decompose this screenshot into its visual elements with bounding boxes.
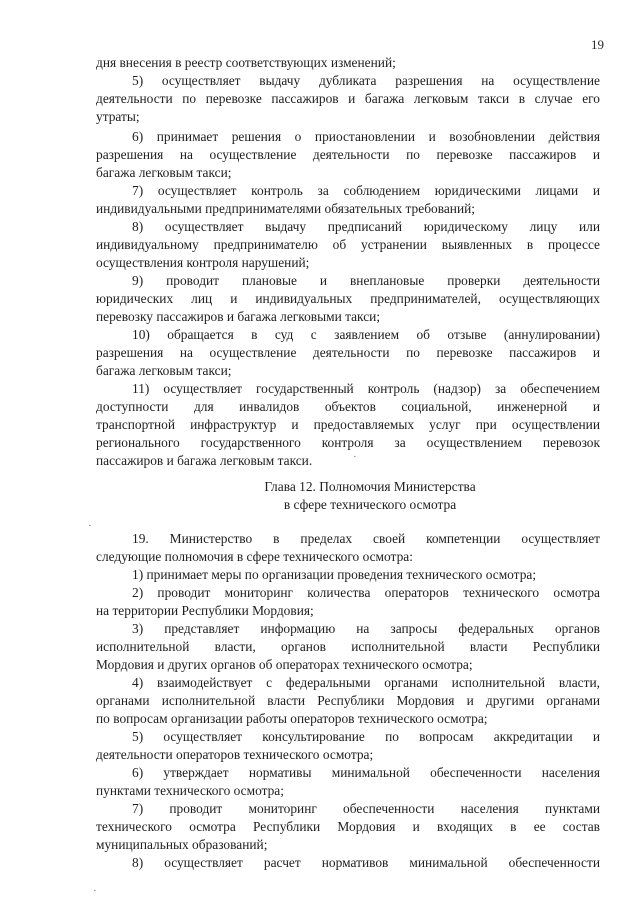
text-line: деятельности операторов технического осмотра; — [96, 747, 374, 762]
list-item-4: 4) взаимодействует с федеральными органами исполнительной власти, — [132, 675, 600, 690]
list-item-11: 11) осуществляет государственный контроль (надзор) за обеспечением — [132, 381, 600, 396]
text-line: багажа легковым такси; — [96, 363, 232, 378]
list-item-10: 10) обращается в суд с заявлением об отзыве (аннулировании) — [132, 327, 600, 342]
text-line: на территории Республики Мордовия; — [96, 603, 314, 618]
text-line: по вопросам организации работы операторов технического осмотра; — [96, 711, 488, 726]
text-line: транспортной инфраструктур и предоставляемых услуг при осуществлении — [96, 417, 600, 432]
list-item-3: 3) представляет информацию на запросы федеральных органов — [132, 621, 600, 636]
text-line: индивидуальному предпринимателю об устранении выявленных в процессе — [96, 237, 600, 252]
text-line: багажа легковым такси; — [96, 165, 232, 180]
paragraph-19: 19. Министерство в пределах своей компетенции осуществляет — [132, 531, 600, 546]
text-line: осуществления контроля нарушений; — [96, 255, 310, 270]
text-line: утраты; — [96, 109, 140, 124]
text-line: индивидуальными предпринимателями обязательных требований; — [96, 201, 476, 216]
chapter-title: Глава 12. Полномочия Министерства — [264, 479, 476, 494]
chapter-subtitle: в сфере технического осмотра — [283, 497, 457, 512]
scan-speck: · — [353, 451, 357, 463]
list-item-6: 6) принимает решения о приостановлении и возобновлении действия — [132, 129, 600, 144]
text-line: разрешения на осуществление деятельности по перевозке пассажиров и — [96, 345, 600, 360]
text-line: деятельности по перевозке пассажиров и багажа легковым такси в случае его — [96, 91, 600, 106]
text-line: исполнительной власти, органов исполнительной власти Республики — [96, 639, 600, 654]
list-item-8: 8) осуществляет расчет нормативов минимальной обеспеченности — [132, 855, 600, 870]
page-number: 19 — [591, 37, 604, 52]
text-line: пунктами технического осмотра; — [96, 783, 284, 798]
list-item-9: 9) проводит плановые и внеплановые проверки деятельности — [132, 273, 600, 288]
text-line: пассажиров и багажа легковым такси. — [96, 453, 313, 468]
text-line: Мордовия и других органов об операторах технического осмотра; — [96, 657, 473, 672]
text-line: перевозку пассажиров и багажа легковыми такси; — [96, 309, 381, 324]
list-item-1: 1) принимает меры по организации проведения технического осмотра; — [132, 567, 537, 582]
text-line: технического осмотра Республики Мордовия и входящих в ее состав — [96, 819, 600, 834]
text-line: доступности для инвалидов объектов социальной, инженерной и — [96, 399, 600, 414]
scan-speck: · — [88, 520, 92, 532]
text-line: муниципальных образований; — [96, 837, 268, 852]
list-item-2: 2) проводит мониторинг количества операторов технического осмотра — [132, 585, 600, 600]
text-line: регионального государственного контроля за осуществлением перевозок — [96, 435, 600, 450]
text-line: юридических лиц и индивидуальных предпринимателей, осуществляющих — [96, 291, 600, 306]
scan-speck: · — [93, 885, 97, 897]
text-line: дня внесения в реестр соответствующих изменений; — [96, 55, 396, 70]
text-line: следующие полномочия в сфере технического осмотра: — [96, 549, 413, 564]
list-item-7: 7) осуществляет контроль за соблюдением юридическими лицами и — [132, 183, 600, 198]
text-line: органами исполнительной власти Республики Мордовия и другими органами — [96, 693, 600, 708]
list-item-5: 5) осуществляет выдачу дубликата разрешения на осуществление — [132, 73, 600, 88]
list-item-8: 8) осуществляет выдачу предписаний юридическому лицу или — [132, 219, 600, 234]
text-line: разрешения на осуществление деятельности по перевозке пассажиров и — [96, 147, 600, 162]
list-item-5: 5) осуществляет консультирование по вопросам аккредитации и — [132, 729, 600, 744]
list-item-6: 6) утверждает нормативы минимальной обеспеченности населения — [132, 765, 600, 780]
list-item-7: 7) проводит мониторинг обеспеченности населения пунктами — [132, 801, 600, 816]
